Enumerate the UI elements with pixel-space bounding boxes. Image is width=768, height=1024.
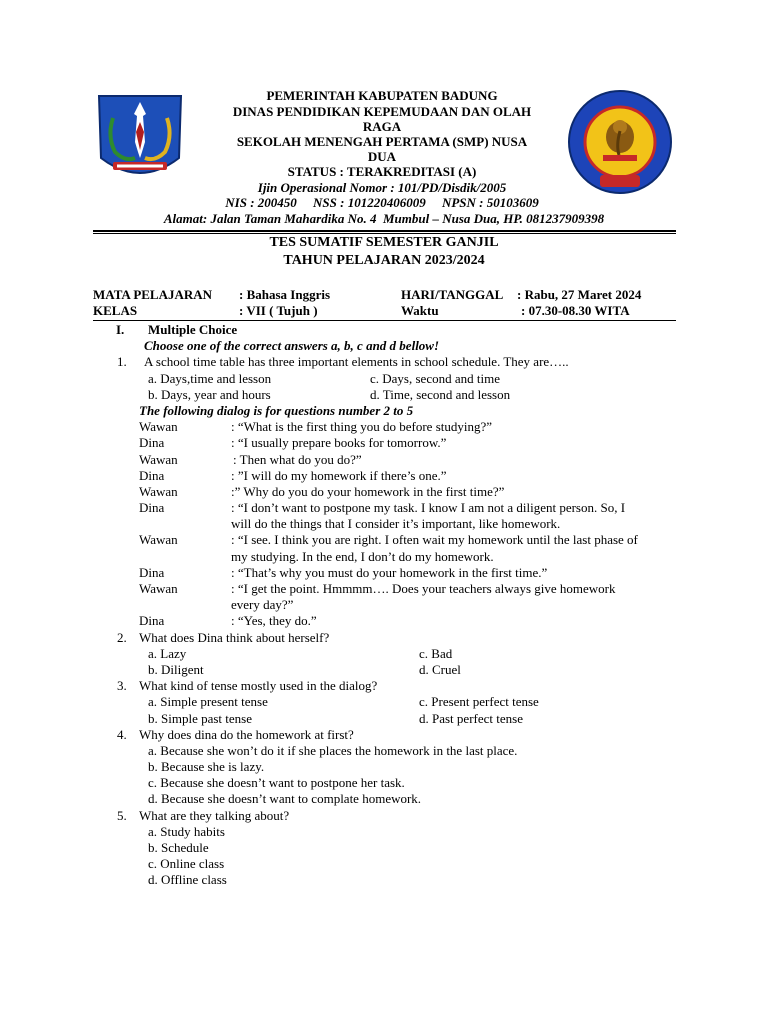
dialog-speaker: Wawan	[139, 532, 178, 548]
option-b: b. Because she is lazy.	[148, 759, 265, 775]
dialog-speaker: Dina	[139, 467, 165, 483]
dialog-speaker: Dina	[139, 435, 165, 451]
class-label: KELAS	[93, 303, 138, 318]
dialog-line-cont	[0, 516, 768, 532]
exam-year: TAHUN PELAJARAN 2023/2024	[283, 253, 485, 268]
yayasan-pendidikan-gajah-wahana-badung-seal-icon	[567, 89, 673, 195]
header-school-cont: DUA	[367, 149, 397, 164]
question-3	[0, 678, 768, 694]
option-row	[0, 711, 768, 727]
option-row	[0, 824, 768, 840]
option-row	[0, 759, 768, 775]
header-address: Alamat: Jalan Taman Mahardika No. 4 Mumbul – Nusa Dua, HP. 081237909398	[163, 211, 605, 226]
dialog-text: every day?”	[231, 597, 294, 613]
dialog-text: : “I usually prepare books for tomorrow.”	[231, 435, 447, 451]
option-a: a. Study habits	[148, 823, 225, 839]
dialog-speaker: Dina	[139, 613, 165, 629]
dialog-text: : “That’s why you must do your homework in the first time.”	[231, 564, 548, 580]
dialog-speaker: Wawan	[139, 419, 178, 435]
dialog-line-cont	[0, 549, 768, 565]
option-row	[0, 791, 768, 807]
section-heading	[0, 322, 768, 338]
header-school: SEKOLAH MENENGAH PERTAMA (SMP) NUSA	[236, 134, 528, 149]
dialog-speaker: Dina	[139, 500, 165, 516]
dialog-text: my studying. In the end, I don’t do my homework.	[231, 548, 494, 564]
option-d: d. Offline class	[148, 872, 227, 888]
dialog-speaker: Dina	[139, 564, 165, 580]
dialog-speaker: Wawan	[139, 483, 178, 499]
section-title: Multiple Choice	[148, 322, 238, 337]
dialog-line	[0, 468, 768, 484]
option-a: a. Simple present tense	[148, 694, 268, 710]
header-department: DINAS PENDIDIKAN KEPEMUDAAN DAN OLAH	[232, 104, 532, 119]
option-b: b. Days, year and hours	[148, 386, 271, 402]
question-5	[0, 808, 768, 824]
question-number: 2.	[117, 629, 127, 645]
option-a: a. Lazy	[148, 645, 187, 661]
header-ids: NIS : 200450 NSS : 101220406009 NPSN : 50103609	[225, 195, 539, 210]
option-a: a. Because she won’t do it if she places the homework in the last place.	[148, 742, 518, 758]
option-d: d. Because she doesn’t want to complate homework.	[148, 791, 422, 807]
dialog-text: : Then what do you do?”	[233, 451, 362, 467]
class-value: : VII ( Tujuh )	[239, 303, 318, 318]
question-2	[0, 630, 768, 646]
header-status: STATUS : TERAKREDITASI (A)	[287, 164, 477, 179]
dialog-speaker: Wawan	[139, 581, 178, 596]
time-value: : 07.30-08.30 WITA	[521, 303, 630, 318]
dialog-text: : “I get the point. Hmmmm…. Does your teachers always give homework	[231, 581, 616, 596]
header-government: PEMERINTAH KABUPATEN BADUNG	[266, 88, 498, 103]
section-number: I.	[116, 322, 125, 337]
option-c: c. Bad	[419, 645, 453, 661]
question-number: 4.	[117, 726, 127, 742]
dialog-line	[0, 419, 768, 435]
dialog-text: : “I see. I think you are right. I often wait my homework until the last phase of	[231, 532, 638, 548]
question-text: Why does dina do the homework at first?	[139, 726, 354, 742]
question-number: 1.	[117, 354, 127, 370]
badung-regency-emblem-icon	[95, 92, 185, 184]
dialog-text: : “Yes, they do.”	[231, 613, 317, 629]
question-text: What does Dina think about herself?	[139, 629, 330, 645]
question-1	[0, 354, 768, 370]
letterhead	[0, 84, 768, 224]
dialog-text: will do the things that I consider it’s important, like homework.	[231, 516, 561, 532]
option-c: c. Present perfect tense	[419, 694, 539, 710]
option-row	[0, 775, 768, 791]
dialog-line	[0, 435, 768, 451]
question-number: 3.	[117, 678, 127, 694]
option-a: a. Days,time and lesson	[148, 370, 272, 386]
dialog-speaker: Wawan	[139, 451, 178, 467]
dialog-line	[0, 532, 768, 548]
option-row	[0, 646, 768, 662]
option-row	[0, 743, 768, 759]
dialog-line	[0, 581, 768, 597]
dialog-line	[0, 452, 768, 468]
dialog-text: : “I don’t want to postpone my task. I know I am not a diligent person. So, I	[231, 500, 626, 516]
header-rule	[93, 230, 676, 232]
option-b: b. Simple past tense	[148, 710, 252, 726]
questions	[0, 322, 768, 889]
dialog-intro: The following dialog is for questions number 2 to 5	[139, 402, 414, 418]
option-b: b. Schedule	[148, 840, 209, 855]
question-text: A school time table has three important elements in school schedule. They are…..	[144, 354, 569, 370]
question-text: What kind of tense mostly used in the dialog?	[139, 678, 378, 694]
option-c: c. Because she doesn’t want to postpone her task.	[148, 775, 405, 791]
time-label: Waktu	[401, 303, 439, 318]
option-d: d. Time, second and lesson	[370, 386, 511, 402]
exam-title: TES SUMATIF SEMESTER GANJIL	[269, 235, 499, 250]
question-number: 5.	[117, 807, 127, 823]
section-instruction: Choose one of the correct answers a, b, c and d bellow!	[144, 338, 440, 354]
option-b: b. Diligent	[148, 661, 204, 677]
option-row	[0, 872, 768, 888]
info-rule	[93, 320, 676, 321]
option-c: c. Days, second and time	[370, 370, 500, 386]
header-department-cont: RAGA	[362, 119, 402, 134]
dialog-text: :” Why do you do your homework in the first time?”	[231, 483, 505, 499]
option-d: d. Past perfect tense	[419, 710, 523, 726]
question-4	[0, 727, 768, 743]
option-c: c. Online class	[148, 856, 225, 872]
option-row	[0, 856, 768, 872]
dialog-text: : “What is the first thing you do before studying?”	[231, 419, 493, 435]
header-permit: Ijin Operasional Nomor : 101/PD/Disdik/2005	[257, 180, 507, 195]
day-label: HARI/TANGGAL	[401, 287, 504, 302]
dialog-line	[0, 500, 768, 516]
option-row	[0, 662, 768, 678]
subject-label: MATA PELAJARAN	[93, 287, 213, 302]
header-rule-thin	[93, 233, 676, 234]
question-text: What are they talking about?	[139, 807, 290, 823]
subject-value: : Bahasa Inggris	[239, 287, 331, 302]
dialog-line	[0, 613, 768, 629]
option-row	[0, 694, 768, 710]
option-row	[0, 387, 768, 403]
dialog-line	[0, 565, 768, 581]
option-d: d. Cruel	[419, 661, 461, 677]
day-value: : Rabu, 27 Maret 2024	[517, 287, 642, 302]
dialog-text: : ”I will do my homework if there’s one.”	[231, 467, 447, 483]
option-row	[0, 371, 768, 387]
dialog-line	[0, 484, 768, 500]
dialog-line-cont	[0, 597, 768, 613]
option-row	[0, 840, 768, 856]
